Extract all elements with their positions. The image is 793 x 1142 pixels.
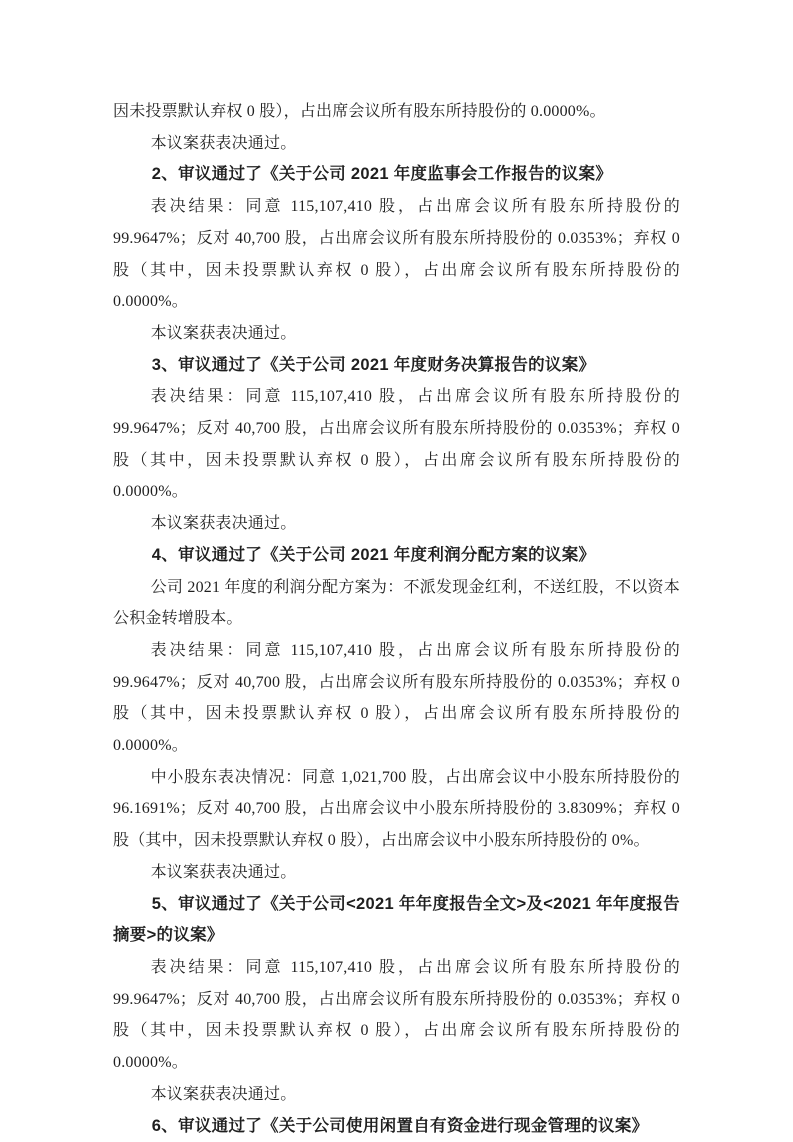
- document-content: [113, 96, 680, 1142]
- document-paragraph: 因未投票默认弃权 0 股），占出席会议所有股东所持股份的 0.0000%。: [113, 96, 680, 128]
- proposal-heading: 2、审议通过了《关于公司 2021 年度监事会工作报告的议案》: [113, 159, 680, 191]
- proposal-heading: 3、审议通过了《关于公司 2021 年度财务决算报告的议案》: [113, 350, 680, 382]
- document-paragraph: 本议案获表决通过。: [113, 508, 680, 540]
- document-paragraph: 公司 2021 年度的利润分配方案为：不派发现金红利，不送红股，不以资本公积金转增股本。: [113, 572, 680, 635]
- document-paragraph: 表决结果：同意 115,107,410 股，占出席会议所有股东所持股份的 99.9647%；反对 40,700 股，占出席会议所有股东所持股份的 0.0353%；弃权 0 股（其中，因未投票默认弃权 0 股），占出席会议所有股东所持股份的 0.0000%。: [113, 635, 680, 762]
- document-paragraph: 表决结果：同意 115,107,410 股，占出席会议所有股东所持股份的 99.9647%；反对 40,700 股，占出席会议所有股东所持股份的 0.0353%；弃权 0 股（其中，因未投票默认弃权 0 股），占出席会议所有股东所持股份的 0.0000%。: [113, 381, 680, 508]
- proposal-heading: 5、审议通过了《关于公司<2021 年年度报告全文>及<2021 年年度报告摘要>的议案》: [113, 889, 680, 952]
- document-paragraph: 本议案获表决通过。: [113, 318, 680, 350]
- proposal-heading: 6、审议通过了《关于公司使用闲置自有资金进行现金管理的议案》: [113, 1111, 680, 1142]
- proposal-heading: 4、审议通过了《关于公司 2021 年度利润分配方案的议案》: [113, 540, 680, 572]
- document-paragraph: 表决结果：同意 115,107,410 股，占出席会议所有股东所持股份的 99.9647%；反对 40,700 股，占出席会议所有股东所持股份的 0.0353%；弃权 0 股（其中，因未投票默认弃权 0 股），占出席会议所有股东所持股份的 0.0000%。: [113, 191, 680, 318]
- document-paragraph: 表决结果：同意 115,107,410 股，占出席会议所有股东所持股份的 99.9647%；反对 40,700 股，占出席会议所有股东所持股份的 0.0353%；弃权 0 股（其中，因未投票默认弃权 0 股），占出席会议所有股东所持股份的 0.0000%。: [113, 952, 680, 1079]
- document-paragraph: 中小股东表决情况：同意 1,021,700 股，占出席会议中小股东所持股份的 96.1691%；反对 40,700 股，占出席会议中小股东所持股份的 3.8309%；弃权 0 股（其中，因未投票默认弃权 0 股），占出席会议中小股东所持股份的 0%。: [113, 762, 680, 857]
- document-paragraph: 本议案获表决通过。: [113, 128, 680, 160]
- document-paragraph: 本议案获表决通过。: [113, 857, 680, 889]
- document-paragraph: 本议案获表决通过。: [113, 1079, 680, 1111]
